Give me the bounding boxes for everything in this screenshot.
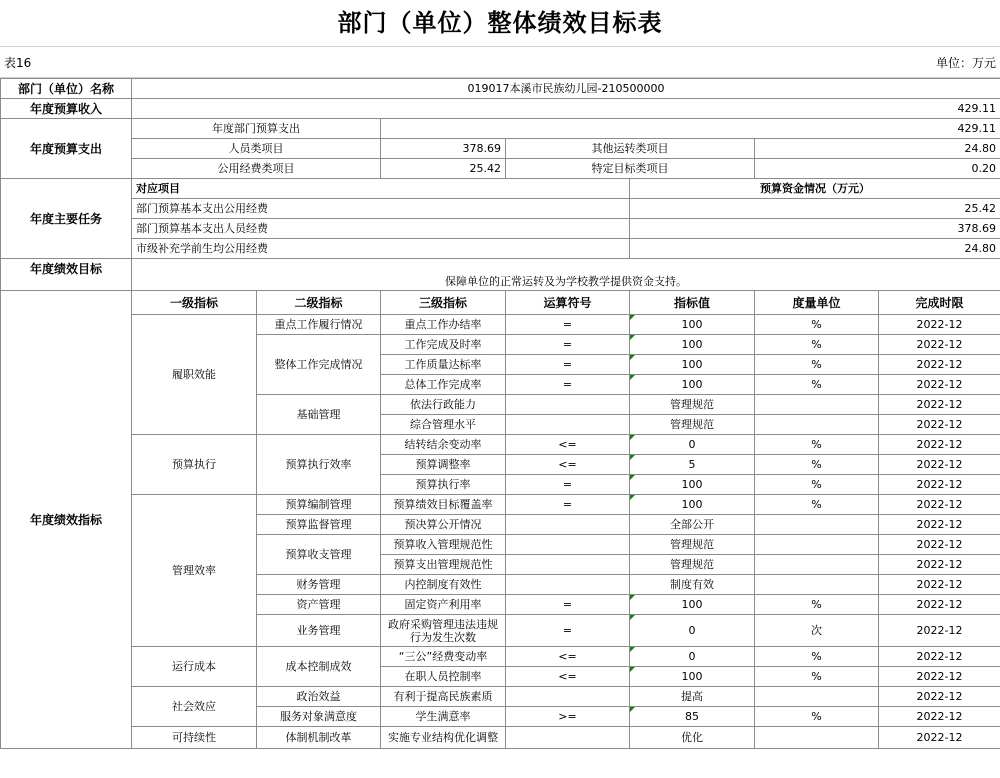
operator-cell: =: [506, 595, 630, 615]
value-cell: 0: [630, 435, 755, 455]
operator-cell: [506, 687, 630, 707]
level3-cell: 实施专业结构优化调整: [381, 727, 506, 749]
deadline-cell: 2022-12: [879, 707, 1000, 727]
value-cell: 管理规范: [630, 395, 755, 415]
expense-public-row: [1, 159, 1000, 179]
header-level1: 一级指标: [132, 291, 257, 315]
indicator-row: [1, 727, 1000, 749]
deadline-cell: 2022-12: [879, 455, 1000, 475]
level2-cell: 预算收支管理: [257, 535, 381, 575]
deadline-cell: 2022-12: [879, 727, 1000, 749]
level1-cell: 履职效能: [132, 315, 257, 435]
income-label: 年度预算收入: [1, 99, 132, 119]
level2-cell: 政治效益: [257, 687, 381, 707]
deadline-cell: 2022-12: [879, 615, 1000, 647]
task-row: [1, 199, 1000, 219]
expense-personnel-row: [1, 139, 1000, 159]
level2-cell: 重点工作履行情况: [257, 315, 381, 335]
operator-cell: =: [506, 375, 630, 395]
unit-cell: %: [755, 435, 879, 455]
level1-cell: 可持续性: [132, 727, 257, 749]
level3-cell: 固定资产利用率: [381, 595, 506, 615]
header-value: 指标值: [630, 291, 755, 315]
level2-cell: 服务对象满意度: [257, 707, 381, 727]
indicator-row: [1, 687, 1000, 707]
level3-cell: 重点工作办结率: [381, 315, 506, 335]
operator-cell: =: [506, 475, 630, 495]
level3-cell: 综合管理水平: [381, 415, 506, 435]
unit-cell: [755, 575, 879, 595]
unit-cell: 次: [755, 615, 879, 647]
operator-cell: <=: [506, 647, 630, 667]
income-value: 429.11: [132, 99, 1000, 119]
deadline-cell: 2022-12: [879, 355, 1000, 375]
level2-cell: 成本控制成效: [257, 647, 381, 687]
deadline-cell: 2022-12: [879, 315, 1000, 335]
task-name: 部门预算基本支出公用经费: [132, 199, 630, 219]
operator-cell: [506, 727, 630, 749]
indicator-row: [1, 495, 1000, 515]
unit-label: 单位：万元: [935, 55, 996, 70]
other-label: 其他运转类项目: [506, 139, 755, 159]
operator-cell: =: [506, 615, 630, 647]
page-title: 部门（单位）整体绩效目标表: [0, 0, 1000, 47]
value-cell: 提高: [630, 687, 755, 707]
indicator-label: 年度绩效指标: [1, 291, 132, 749]
unit-cell: [755, 515, 879, 535]
task-row: [1, 239, 1000, 259]
operator-cell: [506, 395, 630, 415]
level3-cell: 内控制度有效性: [381, 575, 506, 595]
deadline-cell: 2022-12: [879, 515, 1000, 535]
unit-cell: %: [755, 495, 879, 515]
special-value: 0.20: [755, 159, 1000, 179]
task-name: 部门预算基本支出人员经费: [132, 219, 630, 239]
deadline-cell: 2022-12: [879, 575, 1000, 595]
level3-cell: 预算绩效目标覆盖率: [381, 495, 506, 515]
dept-label: 部门（单位）名称: [1, 79, 132, 99]
unit-cell: [755, 555, 879, 575]
unit-cell: %: [755, 595, 879, 615]
public-label: 公用经费类项目: [132, 159, 381, 179]
indicator-row: [1, 435, 1000, 455]
value-cell: 0: [630, 615, 755, 647]
level3-cell: 工作质量达标率: [381, 355, 506, 375]
operator-cell: <=: [506, 435, 630, 455]
level3-cell: 依法行政能力: [381, 395, 506, 415]
unit-cell: %: [755, 475, 879, 495]
goal-text: 保障单位的正常运转及为学校教学提供资金支持。: [132, 259, 1000, 291]
task-row: [1, 219, 1000, 239]
level3-cell: 在职人员控制率: [381, 667, 506, 687]
task-value: 378.69: [630, 219, 1000, 239]
deadline-cell: 2022-12: [879, 667, 1000, 687]
other-value: 24.80: [755, 139, 1000, 159]
indicator-row: [1, 315, 1000, 335]
operator-cell: =: [506, 335, 630, 355]
tasks-label: 年度主要任务: [1, 179, 132, 259]
level3-cell: 预算收入管理规范性: [381, 535, 506, 555]
operator-cell: >=: [506, 707, 630, 727]
deadline-cell: 2022-12: [879, 555, 1000, 575]
operator-cell: [506, 555, 630, 575]
operator-cell: =: [506, 495, 630, 515]
tasks-item-header: 对应项目: [132, 179, 630, 199]
value-cell: 100: [630, 315, 755, 335]
personnel-value: 378.69: [381, 139, 506, 159]
deadline-cell: 2022-12: [879, 495, 1000, 515]
tasks-fund-header: 预算资金情况（万元）: [630, 179, 1000, 199]
operator-cell: =: [506, 315, 630, 335]
value-cell: 100: [630, 355, 755, 375]
header-unit: 度量单位: [755, 291, 879, 315]
level1-cell: 运行成本: [132, 647, 257, 687]
level3-cell: 政府采购管理违法违规行为发生次数: [381, 615, 506, 647]
task-value: 24.80: [630, 239, 1000, 259]
value-cell: 5: [630, 455, 755, 475]
operator-cell: [506, 575, 630, 595]
value-cell: 85: [630, 707, 755, 727]
level2-cell: 基础管理: [257, 395, 381, 435]
value-cell: 全部公开: [630, 515, 755, 535]
deadline-cell: 2022-12: [879, 595, 1000, 615]
sheet-number: 表16: [4, 55, 32, 70]
level2-cell: 预算执行效率: [257, 435, 381, 495]
value-cell: 管理规范: [630, 555, 755, 575]
indicator-header-row: [1, 291, 1000, 315]
value-cell: 100: [630, 475, 755, 495]
level2-cell: 整体工作完成情况: [257, 335, 381, 395]
unit-cell: [755, 727, 879, 749]
value-cell: 管理规范: [630, 535, 755, 555]
operator-cell: <=: [506, 455, 630, 475]
operator-cell: [506, 535, 630, 555]
unit-cell: %: [755, 667, 879, 687]
level2-cell: 业务管理: [257, 615, 381, 647]
level3-cell: 总体工作完成率: [381, 375, 506, 395]
tasks-header-row: [1, 179, 1000, 199]
value-cell: 管理规范: [630, 415, 755, 435]
level1-cell: 管理效率: [132, 495, 257, 647]
deadline-cell: 2022-12: [879, 475, 1000, 495]
deadline-cell: 2022-12: [879, 647, 1000, 667]
value-cell: 0: [630, 647, 755, 667]
personnel-label: 人员类项目: [132, 139, 381, 159]
task-value: 25.42: [630, 199, 1000, 219]
unit-cell: %: [755, 355, 879, 375]
level3-cell: 预算调整率: [381, 455, 506, 475]
goal-row: [1, 259, 1000, 291]
level2-cell: 预算编制管理: [257, 495, 381, 515]
deadline-cell: 2022-12: [879, 395, 1000, 415]
operator-cell: [506, 415, 630, 435]
task-name: 市级补充学前生均公用经费: [132, 239, 630, 259]
level2-cell: 财务管理: [257, 575, 381, 595]
value-cell: 100: [630, 375, 755, 395]
expense-label: 年度预算支出: [1, 119, 132, 179]
level1-cell: 预算执行: [132, 435, 257, 495]
unit-cell: %: [755, 375, 879, 395]
level1-cell: 社会效应: [132, 687, 257, 727]
goal-table: [0, 78, 1000, 749]
deadline-cell: 2022-12: [879, 375, 1000, 395]
header-level2: 二级指标: [257, 291, 381, 315]
dept-row: [1, 79, 1000, 99]
value-cell: 100: [630, 595, 755, 615]
level3-cell: 学生满意率: [381, 707, 506, 727]
value-cell: 100: [630, 495, 755, 515]
level3-cell: 预算执行率: [381, 475, 506, 495]
deadline-cell: 2022-12: [879, 435, 1000, 455]
unit-cell: [755, 415, 879, 435]
level2-cell: 资产管理: [257, 595, 381, 615]
level2-cell: 预算监督管理: [257, 515, 381, 535]
deadline-cell: 2022-12: [879, 535, 1000, 555]
deadline-cell: 2022-12: [879, 415, 1000, 435]
level2-cell: 体制机制改革: [257, 727, 381, 749]
expense-total-value: 429.11: [381, 119, 1000, 139]
expense-total-label: 年度部门预算支出: [132, 119, 381, 139]
value-cell: 优化: [630, 727, 755, 749]
header-deadline: 完成时限: [879, 291, 1000, 315]
level3-cell: 结转结余变动率: [381, 435, 506, 455]
operator-cell: [506, 515, 630, 535]
unit-cell: [755, 535, 879, 555]
expense-total-row: [1, 119, 1000, 139]
sheet-info-row: [0, 47, 1000, 78]
unit-cell: %: [755, 707, 879, 727]
level3-cell: “三公”经费变动率: [381, 647, 506, 667]
deadline-cell: 2022-12: [879, 335, 1000, 355]
income-row: [1, 99, 1000, 119]
level3-cell: 有利于提高民族素质: [381, 687, 506, 707]
unit-cell: %: [755, 647, 879, 667]
level3-cell: 工作完成及时率: [381, 335, 506, 355]
header-level3: 三级指标: [381, 291, 506, 315]
public-value: 25.42: [381, 159, 506, 179]
level3-cell: 预决算公开情况: [381, 515, 506, 535]
special-label: 特定目标类项目: [506, 159, 755, 179]
operator-cell: =: [506, 355, 630, 375]
unit-cell: [755, 687, 879, 707]
level3-cell: 预算支出管理规范性: [381, 555, 506, 575]
unit-cell: %: [755, 455, 879, 475]
unit-cell: [755, 395, 879, 415]
unit-cell: %: [755, 315, 879, 335]
deadline-cell: 2022-12: [879, 687, 1000, 707]
dept-value: 019017本溪市民族幼儿园-210500000: [132, 79, 1000, 99]
value-cell: 100: [630, 667, 755, 687]
header-operator: 运算符号: [506, 291, 630, 315]
unit-cell: %: [755, 335, 879, 355]
value-cell: 制度有效: [630, 575, 755, 595]
indicator-row: [1, 647, 1000, 667]
operator-cell: <=: [506, 667, 630, 687]
goal-label: 年度绩效目标: [1, 259, 132, 291]
value-cell: 100: [630, 335, 755, 355]
